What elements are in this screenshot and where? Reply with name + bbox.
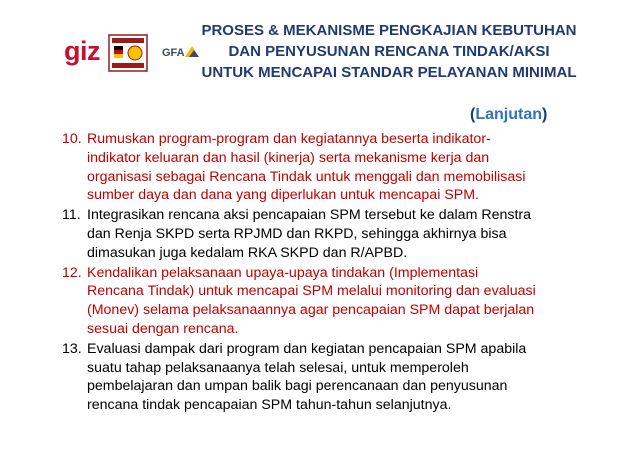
item-line: Rencana Tindak) untuk mencapai SPM melalui monitoring dan evaluasi: [87, 283, 536, 300]
item-line: Evaluasi dampak dari program dan kegiatan pencapaian SPM apabila: [87, 340, 527, 357]
item-text: [87, 206, 562, 262]
item-line: indikator keluaran dan hasil (kinerja) serta mekanisme kerja dan: [87, 149, 490, 166]
title-line-1: PROSES & MEKANISME PENGKAJIAN KEBUTUHAN: [201, 22, 577, 39]
item-number: 12.: [62, 264, 82, 281]
title-line-2: DAN PENYUSUNAN RENCANA TINDAK/AKSI: [228, 43, 550, 60]
item-line: dan Renja SKPD serta RPJMD dan RKPD, sehingga akhirnya bisa: [87, 225, 507, 242]
item-line: Kendalikan pelaksanaan upaya-upaya tindakan (Implementasi: [87, 264, 479, 281]
item-number: 11.: [62, 207, 81, 224]
item-text: [87, 340, 562, 415]
list-item: [62, 264, 562, 339]
gfa-mark-icon: [183, 44, 201, 58]
item-line: organisasi sebagai Rencana Tindak untuk menggali dan memobilisasi: [87, 168, 526, 185]
ministry-seal-logo: [108, 34, 148, 72]
item-text: [87, 130, 562, 205]
open-paren: (: [470, 106, 476, 123]
continued-label: [470, 106, 547, 124]
gfa-logo: GFA: [162, 47, 185, 59]
giz-logo: giz: [64, 36, 100, 66]
continued-word: Lanjutan: [475, 106, 542, 123]
item-line: Integrasikan rencana aksi pencapaian SPM tersebut ke dalam Renstra: [87, 207, 532, 224]
close-paren: ): [542, 106, 548, 123]
slide-title: [200, 20, 578, 83]
item-line: sesuai dengan rencana.: [87, 320, 239, 337]
title-line-3: UNTUK MENCAPAI STANDAR PELAYANAN MINIMAL: [201, 64, 577, 81]
item-line: pembelajaran dan umpan balik bagi perencanaan dan penyusunan: [87, 378, 508, 395]
list-item: [62, 206, 562, 262]
item-number: 13.: [62, 340, 82, 357]
steps-list: [62, 130, 562, 416]
item-line: rencana tindak pencapaian SPM tahun-tahun selanjutnya.: [87, 397, 452, 414]
list-item: [62, 130, 562, 205]
item-text: [87, 264, 562, 339]
item-line: suatu tahap pelaksanaanya telah selesai, untuk memperoleh: [87, 359, 469, 376]
item-line: Rumuskan program-program dan kegiatannya beserta indikator-: [87, 131, 491, 147]
list-item: [62, 340, 562, 415]
item-line: dimasukan juga kedalam RKA SKPD dan R/APBD.: [87, 244, 408, 261]
item-line: sumber daya dan dana yang diperlukan untuk mencapai SPM.: [87, 187, 479, 204]
item-line: (Monev) selama pelaksanaannya agar pencapaian SPM dapat berjalan: [87, 302, 535, 319]
item-number: 10.: [62, 131, 82, 147]
